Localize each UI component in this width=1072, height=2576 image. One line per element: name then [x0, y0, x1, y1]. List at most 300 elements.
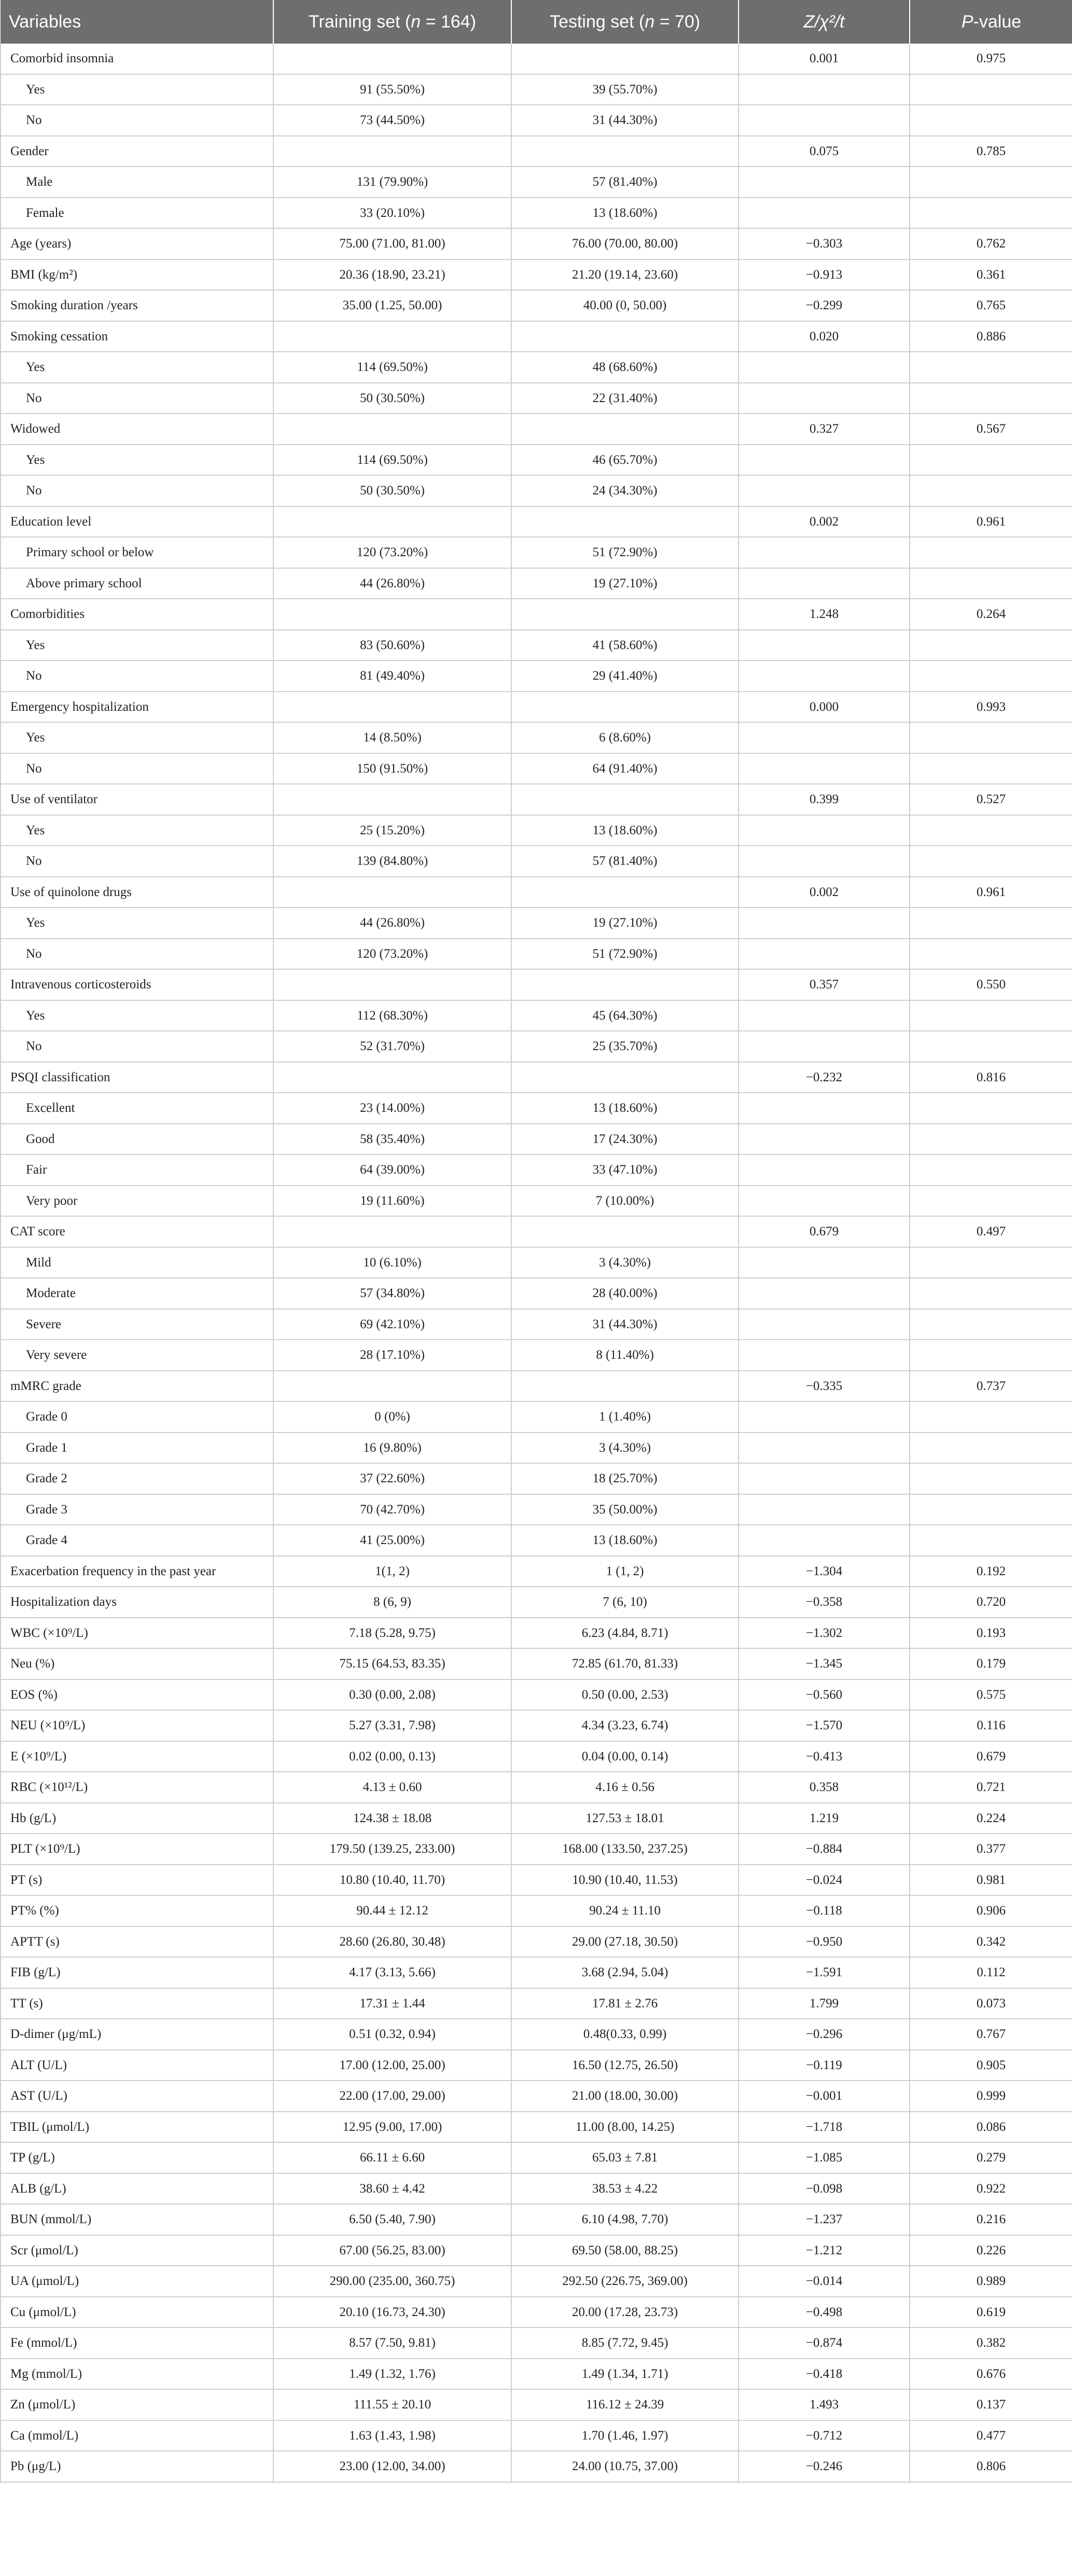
cell-testing-value [511, 44, 739, 74]
cell-variable: Comorbidities [1, 599, 273, 630]
table-row [1, 1834, 1072, 1865]
cell-variable: UA (μmol/L) [1, 2266, 273, 2297]
table-row [1, 1031, 1072, 1062]
cell-testing-value: 6.23 (4.84, 8.71) [511, 1618, 739, 1649]
cell-training-value: 28.60 (26.80, 30.48) [273, 1926, 511, 1958]
cell-testing-value: 8.85 (7.72, 9.45) [511, 2327, 739, 2359]
cell-p-value: 0.112 [910, 1957, 1072, 1988]
cell-training-value: 114 (69.50%) [273, 352, 511, 383]
cell-p-value: 0.550 [910, 969, 1072, 1000]
cell-test-statistic [739, 630, 910, 661]
cell-variable: Use of quinolone drugs [1, 877, 273, 908]
table-row [1, 907, 1072, 939]
cell-variable: Neu (%) [1, 1648, 273, 1679]
cell-p-value [910, 660, 1072, 692]
cell-testing-value: 13 (18.60%) [511, 815, 739, 846]
cell-training-value [273, 44, 511, 74]
cell-variable: Very poor [1, 1186, 273, 1217]
cell-testing-value: 29 (41.40%) [511, 660, 739, 692]
cell-p-value: 0.264 [910, 599, 1072, 630]
table-row [1, 877, 1072, 908]
cell-testing-value [511, 1371, 739, 1402]
cell-p-value: 0.816 [910, 1062, 1072, 1093]
table-row [1, 1525, 1072, 1556]
cell-p-value: 0.382 [910, 2327, 1072, 2359]
cell-test-statistic: 0.002 [739, 877, 910, 908]
table-row [1, 198, 1072, 229]
cell-variable: Fair [1, 1154, 273, 1186]
cell-testing-value: 31 (44.30%) [511, 105, 739, 136]
cell-training-value: 8.57 (7.50, 9.81) [273, 2327, 511, 2359]
cell-p-value: 0.193 [910, 1618, 1072, 1649]
cell-p-value [910, 105, 1072, 136]
cell-training-value: 139 (84.80%) [273, 846, 511, 877]
table-row [1, 1957, 1072, 1988]
cell-testing-value: 38.53 ± 4.22 [511, 2173, 739, 2205]
cell-variable: Pb (μg/L) [1, 2451, 273, 2482]
cell-testing-value: 292.50 (226.75, 369.00) [511, 2266, 739, 2297]
cell-p-value [910, 475, 1072, 506]
cell-testing-value: 6.10 (4.98, 7.70) [511, 2204, 739, 2235]
table-row [1, 2359, 1072, 2390]
cell-training-value: 112 (68.30%) [273, 1000, 511, 1031]
cell-p-value [910, 445, 1072, 476]
cell-variable: Yes [1, 1000, 273, 1031]
cell-test-statistic [739, 537, 910, 568]
cell-p-value [910, 1247, 1072, 1278]
table-row [1, 2266, 1072, 2297]
table-row [1, 1926, 1072, 1958]
cell-testing-value: 25 (35.70%) [511, 1031, 739, 1062]
cell-testing-value: 1.70 (1.46, 1.97) [511, 2420, 739, 2451]
cell-training-value: 33 (20.10%) [273, 198, 511, 229]
header-variables: Variables [1, 0, 273, 44]
table-row [1, 1772, 1072, 1803]
cell-variable: Severe [1, 1309, 273, 1340]
table-row [1, 1371, 1072, 1402]
cell-testing-value: 72.85 (61.70, 81.33) [511, 1648, 739, 1679]
cell-testing-value: 13 (18.60%) [511, 1093, 739, 1124]
table-row [1, 2081, 1072, 2112]
cell-training-value [273, 784, 511, 815]
cell-training-value: 44 (26.80%) [273, 907, 511, 939]
cell-p-value: 0.477 [910, 2420, 1072, 2451]
table-row [1, 599, 1072, 630]
cell-testing-value: 4.34 (3.23, 6.74) [511, 1710, 739, 1741]
cell-test-statistic: −0.913 [739, 259, 910, 291]
cell-p-value: 0.721 [910, 1772, 1072, 1803]
cell-test-statistic [739, 383, 910, 414]
cell-test-statistic: 0.002 [739, 506, 910, 538]
table-row [1, 784, 1072, 815]
cell-testing-value: 19 (27.10%) [511, 907, 739, 939]
table-row [1, 1494, 1072, 1525]
table-row [1, 1618, 1072, 1649]
cell-p-value [910, 1432, 1072, 1464]
cell-test-statistic: −0.712 [739, 2420, 910, 2451]
cell-test-statistic [739, 1340, 910, 1371]
cell-p-value [910, 1000, 1072, 1031]
cell-test-statistic: −0.950 [739, 1926, 910, 1958]
cell-variable: E (×10⁹/L) [1, 1741, 273, 1772]
cell-test-statistic [739, 568, 910, 599]
cell-test-statistic: −0.335 [739, 1371, 910, 1402]
cell-training-value: 1(1, 2) [273, 1556, 511, 1587]
table-row [1, 445, 1072, 476]
cell-p-value: 0.737 [910, 1371, 1072, 1402]
cell-test-statistic: −0.418 [739, 2359, 910, 2390]
cell-variable: Female [1, 198, 273, 229]
cell-variable: No [1, 939, 273, 970]
header-training-set: Training set (n = 164) [273, 0, 511, 44]
cell-test-statistic: −0.874 [739, 2327, 910, 2359]
table-row [1, 846, 1072, 877]
cell-test-statistic: −0.118 [739, 1895, 910, 1926]
cell-training-value [273, 599, 511, 630]
cell-p-value [910, 383, 1072, 414]
cell-test-statistic [739, 1154, 910, 1186]
cell-training-value: 131 (79.90%) [273, 167, 511, 198]
cell-variable: Above primary school [1, 568, 273, 599]
cell-training-value [273, 136, 511, 167]
cell-p-value: 0.961 [910, 506, 1072, 538]
cell-training-value: 111.55 ± 20.10 [273, 2389, 511, 2420]
cell-p-value: 0.975 [910, 44, 1072, 74]
cell-training-value: 66.11 ± 6.60 [273, 2142, 511, 2173]
cell-testing-value [511, 1062, 739, 1093]
cell-training-value: 290.00 (235.00, 360.75) [273, 2266, 511, 2297]
cell-variable: PT (s) [1, 1865, 273, 1896]
cell-testing-value: 7 (6, 10) [511, 1587, 739, 1618]
header-testing-set: Testing set (n = 70) [511, 0, 739, 44]
cell-variable: No [1, 1031, 273, 1062]
cell-testing-value [511, 321, 739, 352]
cell-variable: Excellent [1, 1093, 273, 1124]
cell-testing-value: 0.04 (0.00, 0.14) [511, 1741, 739, 1772]
table-row [1, 939, 1072, 970]
cell-test-statistic: 0.075 [739, 136, 910, 167]
cell-test-statistic: −1.302 [739, 1618, 910, 1649]
cell-training-value [273, 877, 511, 908]
cell-testing-value: 168.00 (133.50, 237.25) [511, 1834, 739, 1865]
header-test-statistic: Z/χ²/t [739, 0, 910, 44]
cell-variable: WBC (×10⁹/L) [1, 1618, 273, 1649]
cell-training-value: 64 (39.00%) [273, 1154, 511, 1186]
cell-training-value: 23.00 (12.00, 34.00) [273, 2451, 511, 2482]
cell-training-value: 67.00 (56.25, 83.00) [273, 2235, 511, 2266]
table-row [1, 1124, 1072, 1155]
cell-training-value: 19 (11.60%) [273, 1186, 511, 1217]
cell-p-value: 0.906 [910, 1895, 1072, 1926]
cell-test-statistic [739, 198, 910, 229]
cell-test-statistic: −0.246 [739, 2451, 910, 2482]
table-row [1, 660, 1072, 692]
cell-training-value: 91 (55.50%) [273, 74, 511, 105]
cell-test-statistic [739, 167, 910, 198]
cell-p-value: 0.216 [910, 2204, 1072, 2235]
cell-training-value: 114 (69.50%) [273, 445, 511, 476]
cell-training-value: 16 (9.80%) [273, 1432, 511, 1464]
table-row [1, 2204, 1072, 2235]
cell-p-value: 0.989 [910, 2266, 1072, 2297]
cell-test-statistic [739, 907, 910, 939]
cell-testing-value: 65.03 ± 7.81 [511, 2142, 739, 2173]
cell-variable: Grade 3 [1, 1494, 273, 1525]
cell-training-value: 70 (42.70%) [273, 1494, 511, 1525]
cell-p-value [910, 907, 1072, 939]
cell-training-value: 73 (44.50%) [273, 105, 511, 136]
cell-variable: Grade 4 [1, 1525, 273, 1556]
cell-training-value: 12.95 (9.00, 17.00) [273, 2112, 511, 2143]
cell-testing-value: 39 (55.70%) [511, 74, 739, 105]
table-row [1, 414, 1072, 445]
table-row [1, 2297, 1072, 2328]
cell-testing-value: 6 (8.60%) [511, 722, 739, 753]
cell-test-statistic: −1.570 [739, 1710, 910, 1741]
table-row [1, 1988, 1072, 2019]
cell-variable: ALT (U/L) [1, 2050, 273, 2081]
cell-test-statistic: 0.679 [739, 1216, 910, 1247]
cell-training-value: 69 (42.10%) [273, 1309, 511, 1340]
cell-test-statistic [739, 1463, 910, 1494]
table-row [1, 1432, 1072, 1464]
cell-test-statistic: −1.304 [739, 1556, 910, 1587]
cell-variable: Scr (μmol/L) [1, 2235, 273, 2266]
table-row [1, 105, 1072, 136]
cell-testing-value: 40.00 (0, 50.00) [511, 290, 739, 321]
cell-training-value: 1.63 (1.43, 1.98) [273, 2420, 511, 2451]
cell-testing-value: 20.00 (17.28, 23.73) [511, 2297, 739, 2328]
cell-variable: Yes [1, 352, 273, 383]
cell-variable: Comorbid insomnia [1, 44, 273, 74]
cell-p-value [910, 815, 1072, 846]
cell-testing-value: 51 (72.90%) [511, 939, 739, 970]
cell-p-value: 0.720 [910, 1587, 1072, 1618]
table-row [1, 815, 1072, 846]
cell-p-value: 0.192 [910, 1556, 1072, 1587]
cell-variable: Grade 2 [1, 1463, 273, 1494]
cell-testing-value: 7 (10.00%) [511, 1186, 739, 1217]
cell-testing-value: 10.90 (10.40, 11.53) [511, 1865, 739, 1896]
cell-p-value: 0.086 [910, 2112, 1072, 2143]
cell-p-value [910, 722, 1072, 753]
cell-test-statistic [739, 1278, 910, 1309]
cell-testing-value: 48 (68.60%) [511, 352, 739, 383]
cell-testing-value: 1 (1.40%) [511, 1401, 739, 1432]
cell-training-value: 50 (30.50%) [273, 475, 511, 506]
table-row [1, 1309, 1072, 1340]
cell-p-value [910, 1401, 1072, 1432]
cell-p-value: 0.961 [910, 877, 1072, 908]
cell-test-statistic [739, 1031, 910, 1062]
cell-p-value: 0.567 [910, 414, 1072, 445]
cell-p-value: 0.767 [910, 2019, 1072, 2050]
cell-variable: Grade 0 [1, 1401, 273, 1432]
table-row [1, 1741, 1072, 1772]
cell-test-statistic: −0.119 [739, 2050, 910, 2081]
cell-training-value: 83 (50.60%) [273, 630, 511, 661]
cell-variable: TBIL (μmol/L) [1, 2112, 273, 2143]
table-row [1, 1710, 1072, 1741]
cell-test-statistic [739, 445, 910, 476]
cell-p-value [910, 1124, 1072, 1155]
cell-training-value: 5.27 (3.31, 7.98) [273, 1710, 511, 1741]
cell-testing-value [511, 877, 739, 908]
cell-variable: Yes [1, 630, 273, 661]
cell-p-value [910, 352, 1072, 383]
cell-training-value: 41 (25.00%) [273, 1525, 511, 1556]
cell-testing-value: 24 (34.30%) [511, 475, 739, 506]
cell-testing-value: 21.00 (18.00, 30.00) [511, 2081, 739, 2112]
cell-p-value [910, 568, 1072, 599]
cell-variable: Yes [1, 74, 273, 105]
cell-test-statistic: −1.591 [739, 1957, 910, 1988]
cell-variable: Use of ventilator [1, 784, 273, 815]
cell-training-value: 4.13 ± 0.60 [273, 1772, 511, 1803]
cell-p-value: 0.999 [910, 2081, 1072, 2112]
cell-test-statistic [739, 846, 910, 877]
cell-testing-value: 24.00 (10.75, 37.00) [511, 2451, 739, 2482]
cell-training-value: 28 (17.10%) [273, 1340, 511, 1371]
table-row [1, 1556, 1072, 1587]
cell-variable: No [1, 753, 273, 784]
cell-training-value [273, 506, 511, 538]
cell-p-value [910, 1340, 1072, 1371]
cell-testing-value: 45 (64.30%) [511, 1000, 739, 1031]
cell-test-statistic: −0.098 [739, 2173, 910, 2205]
cell-p-value: 0.886 [910, 321, 1072, 352]
cell-variable: Yes [1, 722, 273, 753]
cell-testing-value: 64 (91.40%) [511, 753, 739, 784]
cell-p-value [910, 74, 1072, 105]
table-row [1, 1093, 1072, 1124]
cell-training-value [273, 1216, 511, 1247]
cell-p-value: 0.527 [910, 784, 1072, 815]
cell-test-statistic: −0.413 [739, 1741, 910, 1772]
table-row [1, 1865, 1072, 1896]
cell-variable: mMRC grade [1, 1371, 273, 1402]
cell-p-value [910, 1309, 1072, 1340]
cell-testing-value: 18 (25.70%) [511, 1463, 739, 1494]
cell-variable: No [1, 660, 273, 692]
cell-variable: Yes [1, 445, 273, 476]
cell-testing-value: 3 (4.30%) [511, 1247, 739, 1278]
cell-p-value [910, 846, 1072, 877]
cell-test-statistic [739, 815, 910, 846]
cell-testing-value: 51 (72.90%) [511, 537, 739, 568]
table-row [1, 2235, 1072, 2266]
cell-training-value: 20.10 (16.73, 24.30) [273, 2297, 511, 2328]
cell-variable: No [1, 475, 273, 506]
cell-variable: No [1, 105, 273, 136]
cell-variable: AST (U/L) [1, 2081, 273, 2112]
cell-testing-value: 4.16 ± 0.56 [511, 1772, 739, 1803]
cell-testing-value: 69.50 (58.00, 88.25) [511, 2235, 739, 2266]
table-row [1, 2050, 1072, 2081]
cell-testing-value: 31 (44.30%) [511, 1309, 739, 1340]
cell-variable: Fe (mmol/L) [1, 2327, 273, 2359]
cell-test-statistic: −0.296 [739, 2019, 910, 2050]
cell-testing-value: 116.12 ± 24.39 [511, 2389, 739, 2420]
table-row [1, 1803, 1072, 1834]
cell-variable: Good [1, 1124, 273, 1155]
cell-p-value [910, 939, 1072, 970]
cell-test-statistic: −1.345 [739, 1648, 910, 1679]
cell-training-value [273, 321, 511, 352]
cell-p-value: 0.497 [910, 1216, 1072, 1247]
cell-testing-value: 22 (31.40%) [511, 383, 739, 414]
cell-test-statistic: 0.020 [739, 321, 910, 352]
cell-p-value [910, 1093, 1072, 1124]
cell-test-statistic [739, 475, 910, 506]
cell-training-value [273, 1371, 511, 1402]
cell-training-value: 25 (15.20%) [273, 815, 511, 846]
cell-variable: No [1, 383, 273, 414]
cell-testing-value: 33 (47.10%) [511, 1154, 739, 1186]
table-row [1, 1247, 1072, 1278]
cell-testing-value: 0.50 (0.00, 2.53) [511, 1679, 739, 1711]
cell-p-value: 0.342 [910, 1926, 1072, 1958]
cell-training-value: 90.44 ± 12.12 [273, 1895, 511, 1926]
cell-testing-value: 28 (40.00%) [511, 1278, 739, 1309]
cell-testing-value: 41 (58.60%) [511, 630, 739, 661]
cell-variable: TP (g/L) [1, 2142, 273, 2173]
cell-test-statistic [739, 1494, 910, 1525]
table-row [1, 753, 1072, 784]
cell-p-value: 0.806 [910, 2451, 1072, 2482]
cell-variable: Hb (g/L) [1, 1803, 273, 1834]
cell-training-value: 7.18 (5.28, 9.75) [273, 1618, 511, 1649]
cell-variable: BUN (mmol/L) [1, 2204, 273, 2235]
cell-p-value: 0.762 [910, 228, 1072, 259]
cell-variable: Zn (μmol/L) [1, 2389, 273, 2420]
table-row [1, 506, 1072, 538]
cell-variable: FIB (g/L) [1, 1957, 273, 1988]
cell-training-value: 17.31 ± 1.44 [273, 1988, 511, 2019]
cell-training-value: 179.50 (139.25, 233.00) [273, 1834, 511, 1865]
table-row [1, 383, 1072, 414]
cell-testing-value [511, 136, 739, 167]
cell-p-value [910, 198, 1072, 229]
table-row [1, 1216, 1072, 1247]
cell-testing-value: 76.00 (70.00, 80.00) [511, 228, 739, 259]
cell-training-value: 0.30 (0.00, 2.08) [273, 1679, 511, 1711]
cell-variable: Gender [1, 136, 273, 167]
cell-testing-value: 17 (24.30%) [511, 1124, 739, 1155]
cell-test-statistic [739, 1000, 910, 1031]
cell-training-value: 0.51 (0.32, 0.94) [273, 2019, 511, 2050]
cell-test-statistic: −0.232 [739, 1062, 910, 1093]
cell-training-value: 120 (73.20%) [273, 939, 511, 970]
cell-variable: Age (years) [1, 228, 273, 259]
table-row [1, 2420, 1072, 2451]
cell-test-statistic: −0.884 [739, 1834, 910, 1865]
cell-training-value [273, 969, 511, 1000]
cell-test-statistic [739, 1186, 910, 1217]
cell-testing-value: 1 (1, 2) [511, 1556, 739, 1587]
cell-test-statistic: −0.358 [739, 1587, 910, 1618]
cell-variable: ALB (g/L) [1, 2173, 273, 2205]
cell-variable: Smoking duration /years [1, 290, 273, 321]
cell-p-value: 0.785 [910, 136, 1072, 167]
cell-variable: Widowed [1, 414, 273, 445]
cell-training-value: 57 (34.80%) [273, 1278, 511, 1309]
cell-training-value: 150 (91.50%) [273, 753, 511, 784]
cell-variable: NEU (×10⁹/L) [1, 1710, 273, 1741]
cell-training-value [273, 1062, 511, 1093]
cell-p-value: 0.575 [910, 1679, 1072, 1711]
cell-testing-value [511, 506, 739, 538]
